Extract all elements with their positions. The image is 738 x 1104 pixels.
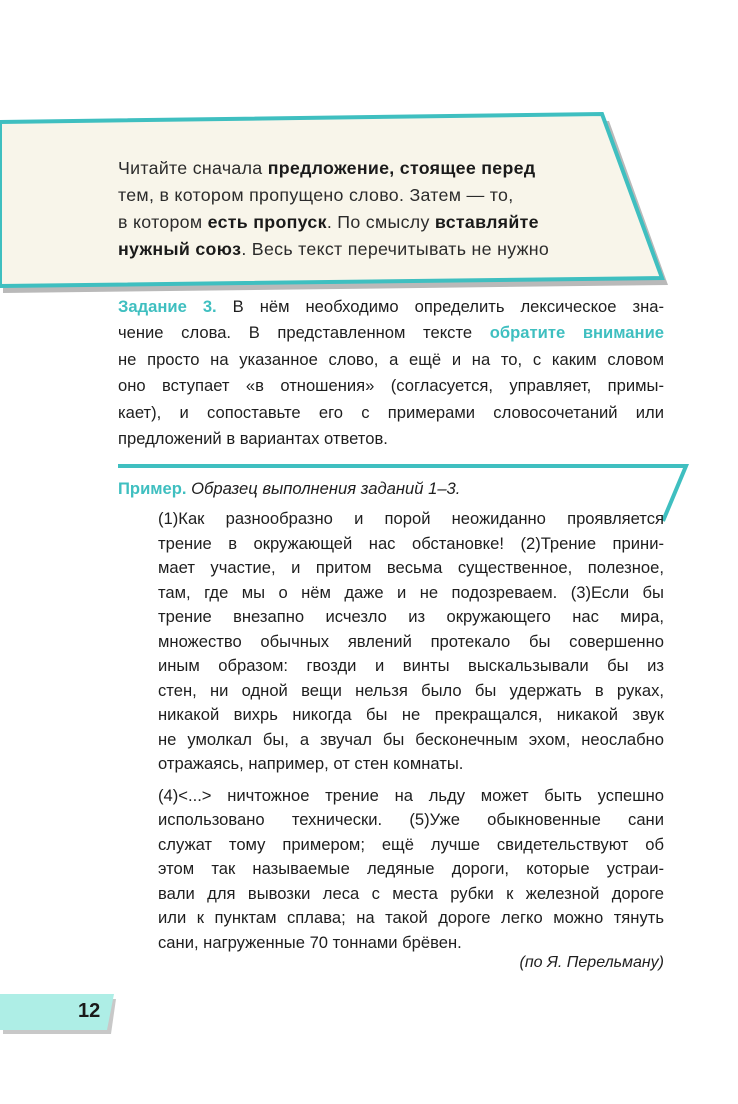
task-line: предложений в вариантах ответов. (118, 429, 388, 449)
example-heading (118, 479, 460, 499)
task-label: Задание 3. (118, 297, 217, 316)
task-line: чение слова. В представленном тексте обратите внимание (118, 323, 664, 343)
task-line: не просто на указанное слово, а ещё и на то, с каким словом (118, 349, 664, 369)
tip-line: Читайте сначала предложение, стоящее перед (118, 158, 536, 178)
task-3-paragraph (118, 294, 664, 452)
text-line: этом так называемые ледяные дороги, которые устраи- (158, 859, 664, 878)
example-text (158, 507, 664, 955)
text-line: вали для вывозки леса с места рубки к железной дороге (158, 883, 664, 903)
author-attribution: (по Я. Перельману) (519, 954, 664, 971)
tip-line: нужный союз. Весь текст перечитывать не нужно (118, 239, 550, 259)
text-line: служат тому примером; ещё лучше свидетельствуют об (158, 834, 664, 854)
task-line: оно вступает «в отношения» (согласуется, управляет, примы- (118, 376, 664, 396)
text-line: (1)Как разнообразно и порой неожиданно проявляется (158, 509, 664, 528)
text-line: трение в окружающей нас обстановке! (2)Трение прини- (158, 533, 664, 553)
text-line: отражаясь, например, от стен комнаты. (158, 754, 464, 773)
text-line: использовано технически. (5)Уже обыкновенные сани (158, 810, 664, 829)
example-subtitle: Образец выполнения заданий 1–3. (191, 479, 461, 498)
text-line: или к пунктам сплава; на такой дороге легко можно тянуть (158, 908, 664, 927)
tip-line: тем, в котором пропущено слово. Затем — то, (118, 185, 514, 205)
text-line: не умолкал бы, а звучал бы бесконечным эхом, неослабно (158, 729, 664, 749)
task-highlight: обратите внимание (489, 323, 664, 343)
text-line: (4)<...> ничтожное трение на льду может быть успешно (158, 785, 664, 805)
text-line: никакой вихрь никогда бы не прекращался, никакой звук (158, 705, 664, 724)
text-line: иным образом: гвозди и винты выскальзывали бы из (158, 656, 664, 675)
tip-text (118, 155, 608, 263)
page-number: 12 (78, 1000, 101, 1022)
text-line: там, где мы о нём даже и не подозреваем. (3)Если бы (158, 582, 664, 602)
example-paragraph-1 (158, 507, 664, 777)
tip-line: в котором есть пропуск. По смыслу вставляйте (118, 212, 539, 232)
text-line: трение внезапно исчезло из окружающего нас мира, (158, 607, 664, 626)
text-line: стен, ни одной вещи нельзя было бы удержать в руках, (158, 680, 664, 700)
task-line: Задание 3. В нём необходимо определить лексическое зна- (118, 297, 664, 316)
example-paragraph-2 (158, 784, 664, 956)
task-line: кает), и сопоставьте его с примерами словосочетаний или (118, 402, 664, 422)
text-line: сани, нагруженные 70 тоннами брёвен. (158, 932, 462, 952)
text-line: множество обычных явлений протекало бы совершенно (158, 631, 664, 651)
example-label: Пример. (118, 479, 187, 498)
text-line: мает участие, и притом весьма существенное, полезное, (158, 558, 664, 577)
